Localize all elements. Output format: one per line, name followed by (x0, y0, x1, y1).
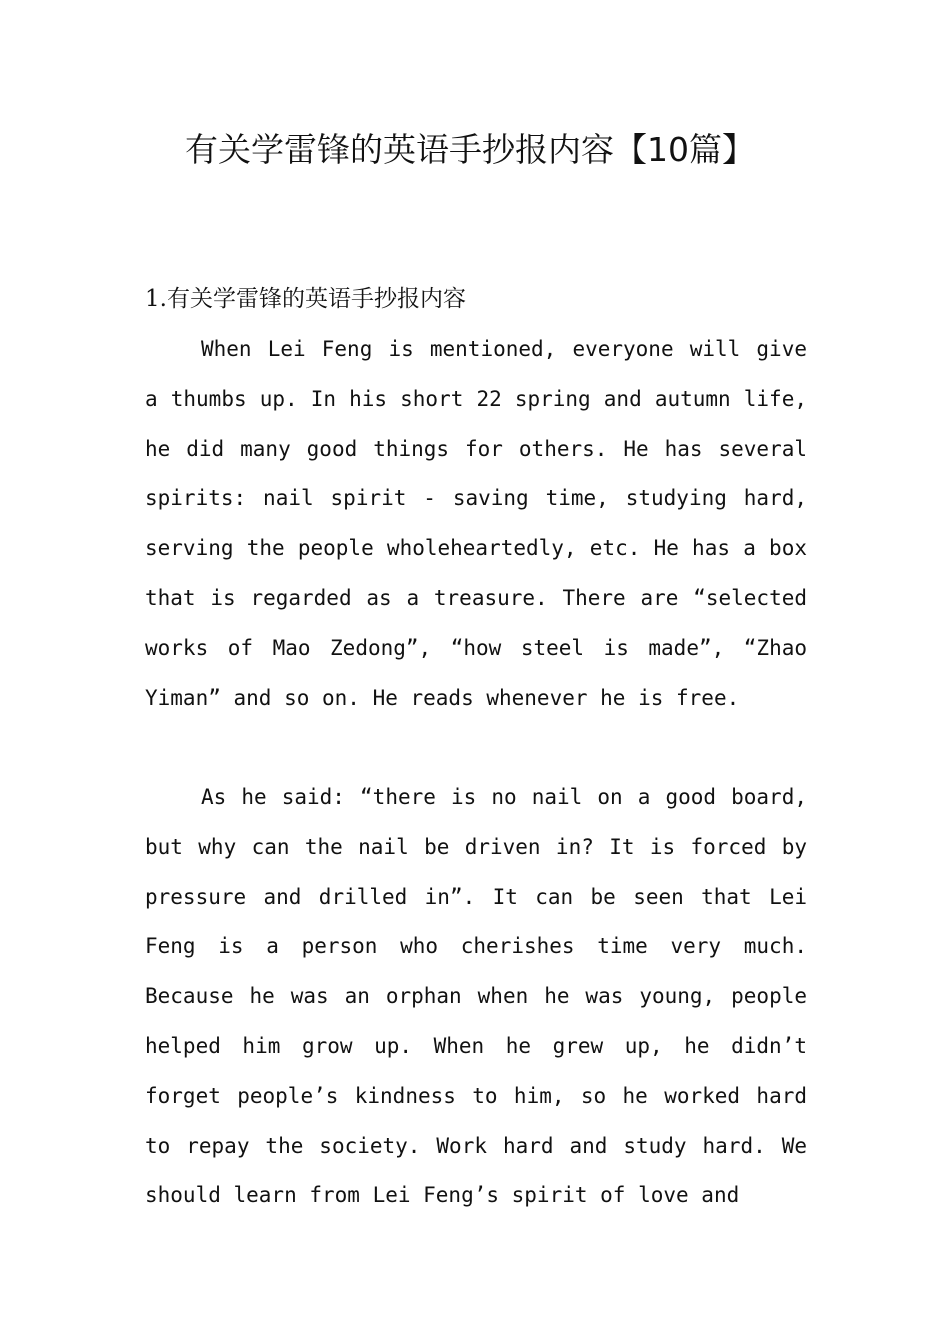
document-title: 有关学雷锋的英语手抄报内容【10篇】 (185, 130, 755, 169)
paragraph-2: As he said: “there is no nail on a good board, but why can the nail be driven in? It is forced by pressure and drilled in”. It can be seen that Lei Feng is a person who cherishes time very much. Because he was an orphan when he was young, people helped him grow up. When he grew up, he didn’t forget people’s kindness to him, so he worked hard to repay the society. Work hard and study hard. We should learn from Lei Feng’s spirit of love and (145, 785, 807, 1208)
paragraph-1: When Lei Feng is mentioned, everyone will give a thumbs up. In his short 22 spring and autumn life, he did many good things for others. He has several spirits: nail spirit - saving time, studying hard, serving the people wholeheartedly, etc. He has a box that is regarded as a treasure. There are “selected works of Mao Zedong”, “how steel is made”, “Zhao Yiman” and so on. He reads whenever he is free. (145, 337, 807, 710)
section-heading: 1.有关学雷锋的英语手抄报内容 (145, 286, 466, 312)
